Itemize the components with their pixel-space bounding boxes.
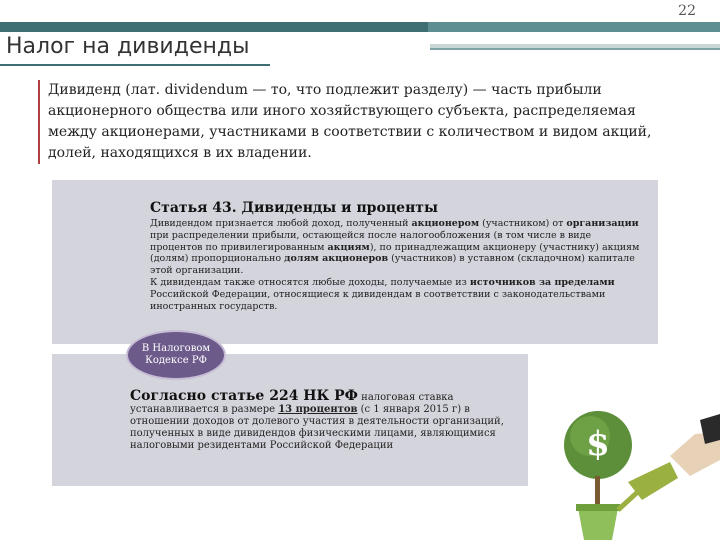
money-tree-illustration [550,400,720,540]
nk-body: устанавливается в размере 13 процентов (с 1 января 2015 г) в отношении доходов от долевого участия в деятельности организаций, полученных в виде дивидендов физическими лицами, являющимися налоговыми резидентами Российской Федерации [130,404,504,451]
slide-number: 22 [678,3,696,19]
header-bar-segment [428,22,720,32]
nk-heading: Согласно статье 224 НК РФ налоговая ставка [130,388,454,404]
slide-title: Налог на дивиденды [6,34,250,59]
article-body: Дивидендом признается любой доход, полученный акционером (участником) от организации при распределении прибыли, остающейся после налогообложения (в том числе в виде процентов по привилегированным акциям), по принадлежащим акционеру (участнику) акциям (долям) пропорционально долям акционеров (участников) в уставном (складочном) капитале этой организации. К дивидендам также относятся любые доходы, получаемые из источников за пределами Российской Федерации, относящиеся к дивидендам в соответствии с законодательствами иностранных государств. [150,218,640,312]
title-underline [0,64,270,66]
top-strip [0,0,720,22]
dollar-icon: $ [586,424,610,464]
article-heading: Статья 43. Дивиденды и проценты [150,200,439,216]
header-bar [0,22,720,32]
intro-text: Дивиденд (лат. dividendum — то, что подлежит разделу) — часть прибыли акционерного общества или иного хозяйствующего субъекта, распределяемая между акционерами, участниками в соответствии с количеством и видом акций, долей, находящихся в их владении. [38,80,688,164]
tax-code-badge-label: В Налоговом Кодексе РФ [141,343,211,366]
decor-rule-thin [430,48,720,50]
flower-pot [578,508,618,540]
tax-code-badge [126,330,226,380]
